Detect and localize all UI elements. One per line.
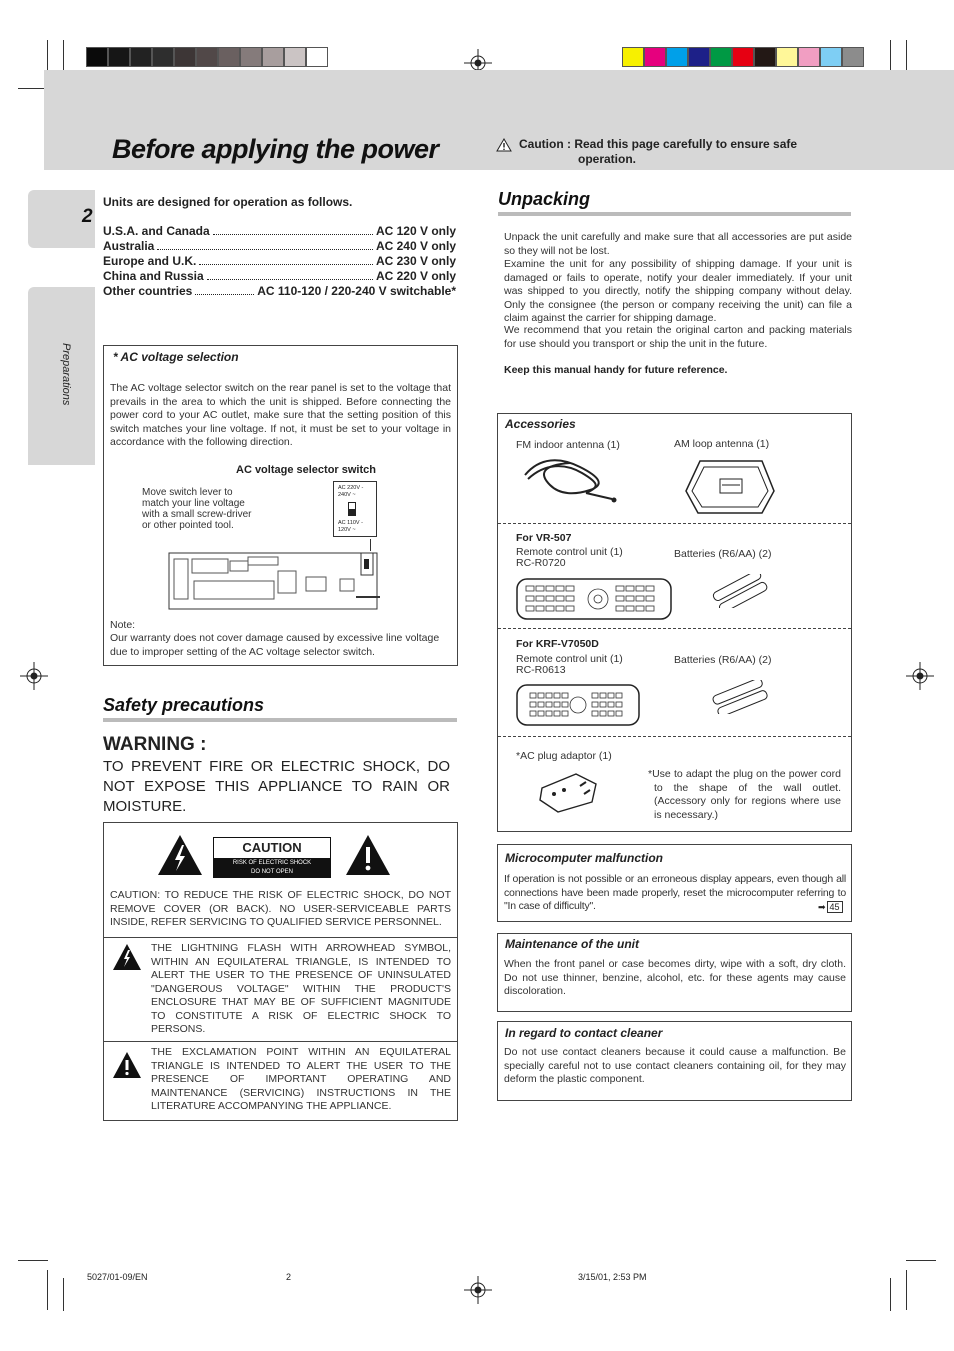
- leader-dots: [207, 279, 373, 280]
- voltage-row: [103, 284, 456, 298]
- note-label: Note:: [110, 619, 136, 631]
- color-swatch: [86, 47, 108, 67]
- switch-label-top: AC 220V - 240V ~: [338, 485, 364, 498]
- lightning-text: THE LIGHTNING FLASH WITH ARROWHEAD SYMBOL, WITHIN AN EQUILATERAL TRIANGLE, IS INTENDED TO ALERT THE USER TO THE PRESENCE OF UNINSULATED "DANGEROUS VOLTAGE" WITHIN THE PRODUCT'S ENCLOSURE THAT MAY BE OF SUFFICIENT MAGNITUDE TO CONSTITUTE A RISK OF ELECTRIC SHOCK TO PERSONS.: [151, 942, 451, 1035]
- color-swatch: [732, 47, 754, 67]
- vr507-remote-model: RC-R0720: [516, 557, 566, 569]
- ac-voltage-fig-label: AC voltage selector switch: [236, 464, 376, 476]
- am-antenna-label: AM loop antenna (1): [674, 438, 770, 450]
- caution-label-plate: [213, 837, 331, 878]
- maintenance-box: [497, 933, 852, 1012]
- color-swatch: [644, 47, 666, 67]
- caution-sub-line2: DO NOT OPEN: [251, 869, 293, 875]
- registration-target-right: [906, 662, 934, 690]
- voltage-row: [103, 254, 456, 268]
- color-swatch: [174, 47, 196, 67]
- unpacking-p2: Examine the unit for any possibility of shipping damage. If your unit is damaged or fails to operate, notify your dealer immediately. If your unit was shipped to you directly, notify the shipping company without delay. Only the consignee (the person or company receiving the unit) can file a claim against the carrier for shipping damage.: [504, 258, 852, 324]
- krf-batteries-image: [708, 680, 774, 714]
- voltage-value: AC 120 V only: [375, 224, 456, 238]
- leader-dots: [213, 234, 373, 235]
- ac-voltage-move-text: Move switch lever to match your line voltage with a small screw-driver or other pointed tool.: [142, 487, 252, 531]
- accessories-divider-1: [498, 523, 851, 524]
- footer-date: 3/15/01, 2:53 PM: [578, 1272, 647, 1282]
- color-swatch: [798, 47, 820, 67]
- color-swatch: [196, 47, 218, 67]
- note-text: Our warranty does not cover damage caused by excessive line voltage due to improper setting of the AC voltage selector switch.: [110, 632, 440, 658]
- process-color-bar: [622, 47, 864, 67]
- krf-remote-label: Remote control unit (1): [516, 653, 623, 665]
- caution-label-sub: [214, 858, 330, 878]
- voltage-region: Australia: [103, 239, 155, 253]
- color-swatch: [152, 47, 174, 67]
- voltage-value: AC 110-120 / 220-240 V switchable*: [257, 284, 456, 298]
- warning-title: WARNING :: [103, 734, 207, 755]
- caution-label: CAUTION: [242, 840, 302, 855]
- unpacking-heading: Unpacking: [498, 189, 591, 209]
- color-swatch: [688, 47, 710, 67]
- contact-cleaner-box: [497, 1021, 852, 1101]
- ac-plug-label: *AC plug adaptor (1): [516, 750, 612, 762]
- switch-lever[interactable]: [348, 502, 356, 516]
- color-swatch: [710, 47, 732, 67]
- voltage-region: Europe and U.K.: [103, 254, 197, 268]
- krf-remote-image: [516, 684, 640, 726]
- crop-mark-br-h: [906, 1260, 936, 1261]
- ac-plug-adaptor-image: [536, 768, 600, 814]
- footer-page: 2: [286, 1272, 292, 1282]
- caution-divider-1: [104, 937, 457, 938]
- color-swatch: [284, 47, 306, 67]
- vr507-batteries-image: [708, 574, 774, 608]
- leader-dots: [157, 249, 373, 250]
- am-loop-antenna-image: [682, 455, 778, 517]
- voltage-row: [103, 269, 456, 283]
- exclamation-triangle-icon: [344, 833, 392, 877]
- contact-cleaner-title: In regard to contact cleaner: [505, 1026, 663, 1040]
- voltage-row: [103, 224, 456, 238]
- color-swatch: [240, 47, 262, 67]
- units-heading: Units are designed for operation as follows.: [103, 195, 353, 209]
- color-swatch: [130, 47, 152, 67]
- header-caution: [519, 137, 797, 167]
- vr507-batteries-label: Batteries (R6/AA) (2): [674, 548, 772, 560]
- micro-box: [497, 844, 852, 922]
- keep-manual-note: Keep this manual handy for future reference.: [504, 364, 728, 376]
- warning-text: TO PREVENT FIRE OR ELECTRIC SHOCK, DO NOT EXPOSE THIS APPLIANCE TO RAIN OR MOISTURE.: [103, 758, 450, 815]
- color-swatch: [666, 47, 688, 67]
- unpacking-p1: Unpack the unit carefully and make sure that all accessories are put aside so they will not be lost.: [504, 231, 852, 257]
- color-swatch: [820, 47, 842, 67]
- micro-title: Microcomputer malfunction: [505, 851, 664, 865]
- voltage-switch-detail: [333, 481, 377, 537]
- micro-page-ref: [818, 901, 843, 913]
- page-number: 2: [82, 206, 93, 227]
- header-caution-line1: Caution : Read this page carefully to ensure safe: [519, 137, 798, 151]
- ac-voltage-box: [103, 345, 458, 666]
- micro-body: If operation is not possible or an erroneous display appears, even though all connections have been made properly, reset the microcomputer referring to "In case of difficulty".: [504, 873, 846, 912]
- switch-label-bottom: AC 110V - 120V ~: [338, 520, 363, 533]
- crop-mark-br-v2: [890, 1278, 891, 1311]
- rear-panel-drawing: [168, 551, 380, 613]
- gray-color-bar: [86, 47, 328, 67]
- voltage-region: U.S.A. and Canada: [103, 224, 210, 238]
- side-section-label: Preparations: [60, 343, 72, 406]
- exclaim-text: THE EXCLAMATION POINT WITHIN AN EQUILATERAL TRIANGLE IS INTENDED TO ALERT THE USER TO THE PRESENCE OF IMPORTANT OPERATING AND MAINTENANCE (SERVICING) INSTRUCTIONS IN THE LITERATURE ACCOMPANYING THE APPLIANCE.: [151, 1046, 451, 1112]
- lightning-small-icon: [112, 943, 142, 971]
- crop-mark-bl-v2: [63, 1278, 64, 1311]
- footer-code: 5027/01-09/EN: [87, 1272, 148, 1282]
- leader-dots: [199, 264, 373, 265]
- color-swatch: [218, 47, 240, 67]
- vr507-label: For VR-507: [516, 532, 572, 544]
- crop-mark-br-v: [906, 1270, 907, 1310]
- color-swatch: [754, 47, 776, 67]
- color-swatch: [842, 47, 864, 67]
- header-caution-line2: operation.: [578, 152, 637, 166]
- registration-target-left: [20, 662, 48, 690]
- voltage-value: AC 240 V only: [375, 239, 456, 253]
- color-swatch: [108, 47, 130, 67]
- lightning-triangle-icon: [156, 833, 204, 877]
- voltage-value: AC 220 V only: [375, 269, 456, 283]
- color-swatch: [262, 47, 284, 67]
- contact-cleaner-body: Do not use contact cleaners because it could cause a malfunction. Be specially careful not to use contact cleaners containing oil, for they may deform the plastic component.: [504, 1046, 846, 1085]
- voltage-value: AC 230 V only: [375, 254, 456, 268]
- safety-heading: Safety precautions: [103, 695, 265, 715]
- exclamation-small-icon: [112, 1051, 142, 1079]
- maintenance-body: When the front panel or case becomes dirty, wipe with a soft, dry cloth. Do not use thinner, benzine, alcohol, etc. for these agents may cause discoloration.: [504, 958, 846, 997]
- color-swatch: [306, 47, 328, 67]
- safety-heading-rule: [103, 718, 457, 722]
- page-ref-number: 45: [827, 901, 843, 913]
- krf-batteries-label: Batteries (R6/AA) (2): [674, 654, 772, 666]
- crop-mark-bl-h: [18, 1260, 48, 1261]
- leader-line: [370, 539, 371, 551]
- color-swatch: [776, 47, 798, 67]
- voltage-row: [103, 239, 456, 253]
- unpacking-p3: We recommend that you retain the original carton and packing materials for use should you transport or ship the unit in the future.: [504, 324, 852, 350]
- leader-dots: [195, 294, 254, 295]
- color-swatch: [622, 47, 644, 67]
- caution-text: CAUTION: TO REDUCE THE RISK OF ELECTRIC SHOCK, DO NOT REMOVE COVER (OR BACK). NO USER-SERVICEABLE PARTS INSIDE, REFER SERVICING TO QUALIFIED SERVICE PERSONNEL.: [110, 889, 451, 928]
- ac-voltage-title: * AC voltage selection: [113, 350, 239, 364]
- voltage-region: Other countries: [103, 284, 193, 298]
- accessories-divider-2: [498, 628, 851, 629]
- fm-antenna-label: FM indoor antenna (1): [516, 439, 620, 451]
- vr507-remote-label: Remote control unit (1): [516, 546, 623, 558]
- fm-antenna-image: [520, 455, 620, 505]
- maintenance-title: Maintenance of the unit: [505, 937, 640, 951]
- caution-divider-2: [104, 1041, 457, 1042]
- krf-remote-model: RC-R0613: [516, 664, 566, 676]
- ac-plug-note: *Use to adapt the plug on the power cord to the shape of the wall outlet. (Accessory only for regions where use is necessary.): [648, 768, 841, 821]
- registration-target-bottom: [464, 1276, 492, 1304]
- page-ref-arrow-icon: ➡: [818, 901, 826, 912]
- krf-label: For KRF-V7050D: [516, 638, 599, 650]
- unpacking-heading-rule: [498, 212, 851, 216]
- caution-triangle-icon: [496, 138, 512, 152]
- crop-mark-bl-v: [47, 1270, 48, 1310]
- caution-box: [103, 822, 458, 1121]
- vr507-remote-image: [516, 578, 672, 620]
- page-title: Before applying the power: [112, 134, 439, 164]
- ac-voltage-body: The AC voltage selector switch on the rear panel is set to the voltage that prevails in the area to which the unit is shipped. Before connecting the power cord to your AC outlet, make sure that the setting position of this switch matches your line voltage. If not, it must be set to your voltage in accordance with the following direction.: [110, 382, 451, 448]
- crop-mark-tl-v2: [63, 40, 64, 73]
- accessories-title: Accessories: [505, 417, 576, 431]
- crop-mark-tr-v2: [890, 40, 891, 73]
- voltage-region: China and Russia: [103, 269, 204, 283]
- caution-sub-line1: RISK OF ELECTRIC SHOCK: [232, 860, 312, 866]
- accessories-divider-3: [498, 736, 851, 737]
